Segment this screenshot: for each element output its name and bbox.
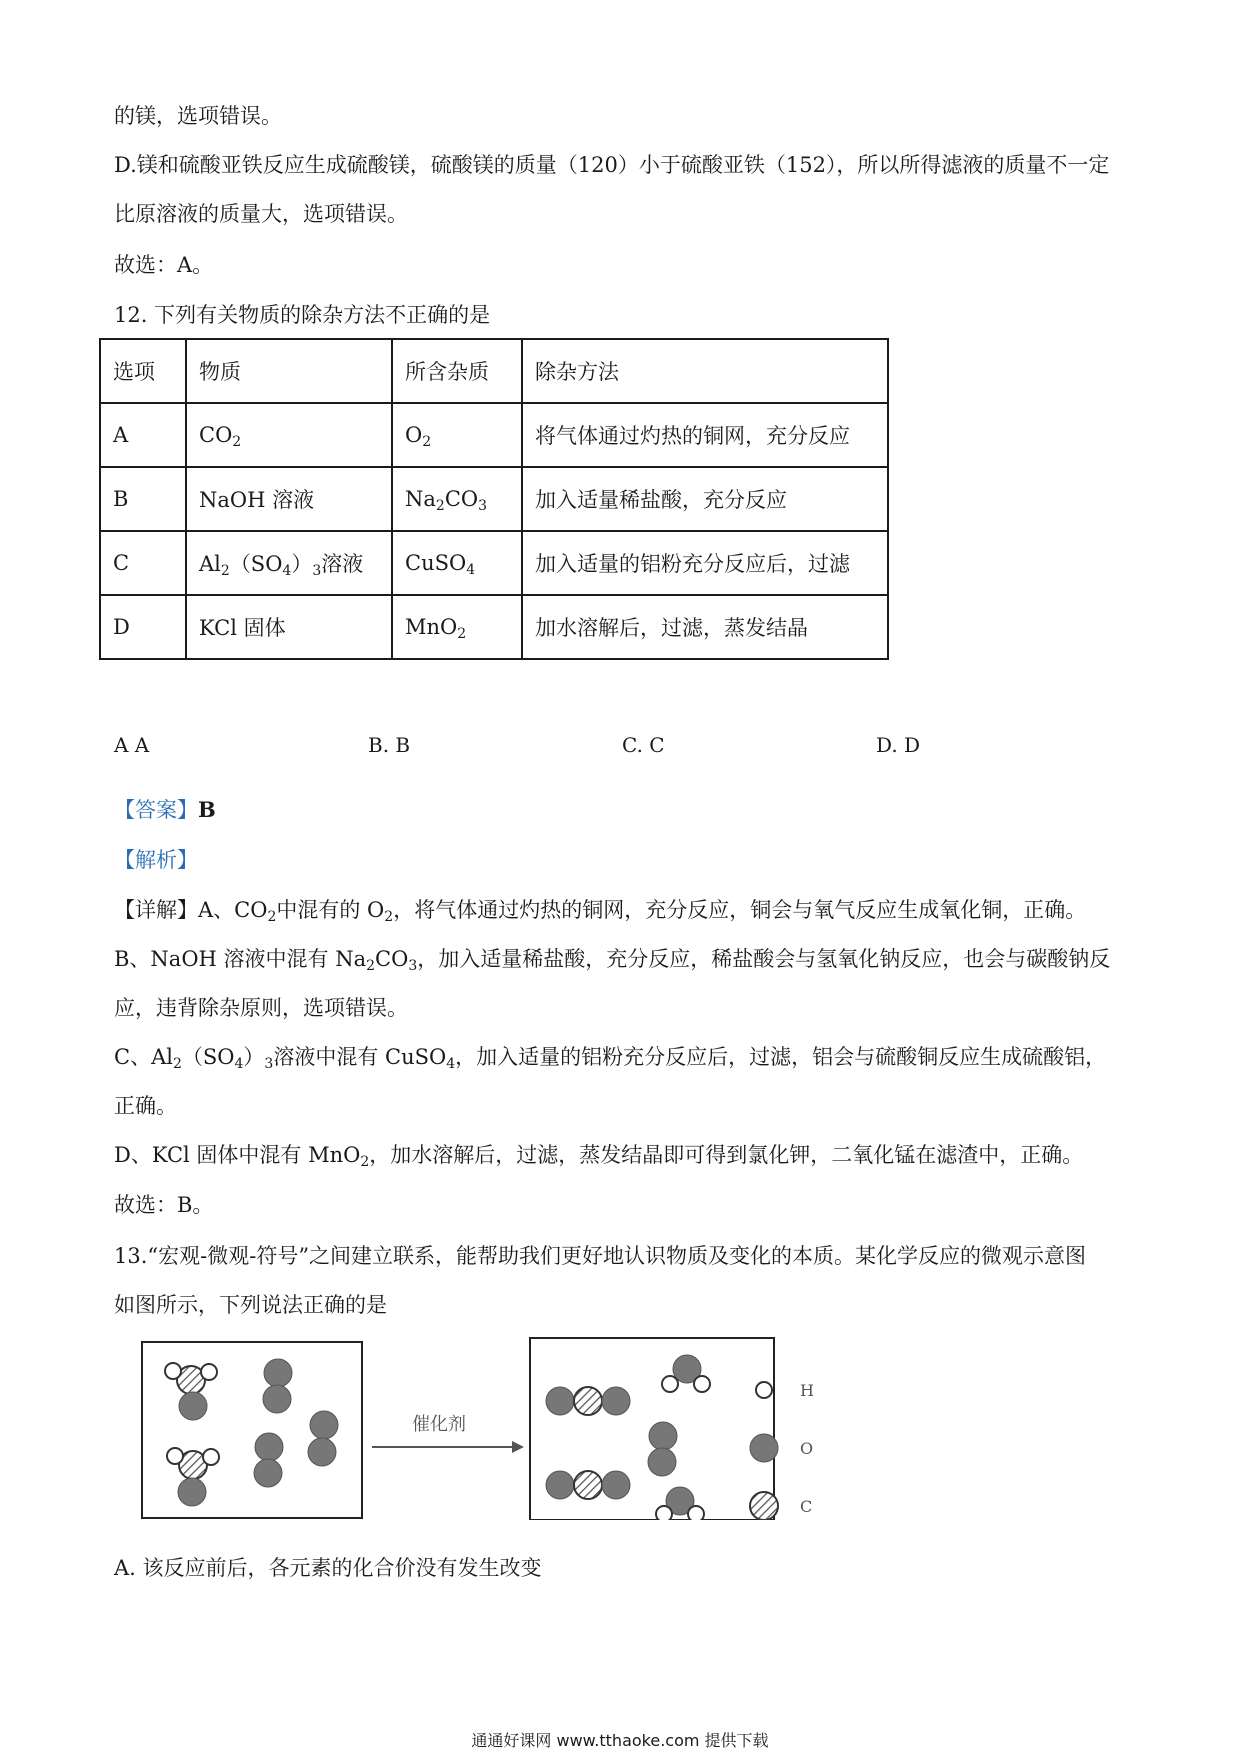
answer-label: 【答案】 — [114, 798, 198, 822]
hydrogen-atom — [656, 1506, 672, 1520]
detail-line: D、KCl 固体中混有 MnO$_2$，加水溶解后，过滤，蒸发结晶即可得到氯化钾，二氧化锰在滤渣中，正确。 — [114, 1143, 1084, 1170]
oxygen-atom — [649, 1422, 677, 1450]
text-line: 故选：A。 — [114, 253, 214, 277]
oxygen-atom — [648, 1448, 676, 1476]
text-line: 比原溶液的质量大，选项错误。 — [114, 202, 408, 226]
table-cell: A — [100, 403, 186, 467]
table-cell: CuSO$_4$ — [392, 531, 522, 595]
table-cell: $O_2$ — [392, 403, 522, 467]
option-c[interactable]: C. C — [622, 733, 665, 757]
impurity-table — [99, 338, 889, 660]
table-header-cell: 选项 — [100, 339, 186, 403]
analysis-label: 【解析】 — [114, 848, 198, 872]
table-cell: D — [100, 595, 186, 659]
table-row — [100, 467, 888, 531]
option-d[interactable]: D. D — [876, 733, 921, 757]
question-12: 12. 下列有关物质的除杂方法不正确的是 — [114, 303, 491, 327]
hydrogen-atom — [662, 1376, 678, 1392]
reaction-diagram — [140, 1330, 860, 1520]
table-row — [100, 403, 888, 467]
oxygen-atom — [255, 1433, 283, 1461]
detail-line: 应，违背除杂原则，选项错误。 — [114, 996, 408, 1020]
question-13: 13.“宏观-微观-符号”之间建立联系，能帮助我们更好地认识物质及变化的本质。某化学反应的微观示意图 — [114, 1244, 1087, 1268]
oxygen-atom — [310, 1411, 338, 1439]
legend-o-label: O — [800, 1439, 814, 1458]
detail-line: C、$Al_2(SO_4)_3$溶液中混有 CuSO$_4$，加入适量的铝粉充分反应后，过滤，铝会与硫酸铜反应生成硫酸铝， — [114, 1045, 1107, 1072]
text-line: D.镁和硫酸亚铁反应生成硫酸镁，硫酸镁的质量（120）小于硫酸亚铁（152），所以所得滤液的质量不一定 — [114, 153, 1110, 177]
hydrogen-atom — [694, 1376, 710, 1392]
text-line: 的镁，选项错误。 — [114, 104, 282, 128]
option-a[interactable]: A A — [114, 733, 150, 757]
legend-hydrogen — [756, 1382, 772, 1398]
oxygen-atom — [178, 1478, 206, 1506]
table-cell: $Al_2(SO_4)_3$溶液 — [186, 531, 392, 595]
catalyst-label: 催化剂 — [412, 1414, 466, 1435]
footer: 通通好课网 www.tthaoke.com 提供下载 — [471, 1731, 769, 1750]
oxygen-atom — [254, 1459, 282, 1487]
detail-line: 故选：B。 — [114, 1193, 214, 1217]
legend-oxygen — [750, 1434, 778, 1462]
detail-line: B、NaOH 溶液中混有 $Na_2CO_3$，加入适量稀盐酸，充分反应，稀盐酸会与氢氧化钠反应，也会与碳酸钠反 — [114, 947, 1111, 974]
carbon-atom — [574, 1471, 602, 1499]
table-row — [100, 531, 888, 595]
table-row — [100, 595, 888, 659]
table-cell: B — [100, 467, 186, 531]
oxygen-atom — [546, 1471, 574, 1499]
hydrogen-atom — [688, 1506, 704, 1520]
detail-line: 正确。 — [114, 1094, 177, 1118]
detail-line: 【详解】A、$CO_2$中混有的 $O_2$，将气体通过灼热的铜网，充分反应，铜会与氧气反应生成氧化铜，正确。 — [114, 898, 1087, 925]
legend-c-label: C — [800, 1497, 813, 1516]
table-cell: $CO_2$ — [186, 403, 392, 467]
table-cell: 将气体通过灼热的铜网，充分反应 — [522, 403, 888, 467]
answer-line — [114, 795, 216, 825]
hydrogen-atom — [165, 1363, 181, 1379]
carbon-atom — [574, 1387, 602, 1415]
molecule — [546, 1387, 630, 1415]
table-header-row — [100, 339, 888, 403]
legend-h-label: H — [800, 1381, 814, 1400]
table-cell: $Na_2CO_3$ — [392, 467, 522, 531]
option-b[interactable]: B. B — [368, 733, 411, 757]
table-header-cell: 所含杂质 — [392, 339, 522, 403]
question-13-line2: 如图所示，下列说法正确的是 — [114, 1293, 387, 1317]
oxygen-atom — [264, 1359, 292, 1387]
table-cell: 加入适量稀盐酸，充分反应 — [522, 467, 888, 531]
table-cell: C — [100, 531, 186, 595]
table-cell: 加水溶解后，过滤，蒸发结晶 — [522, 595, 888, 659]
table-cell: 加入适量的铝粉充分反应后，过滤 — [522, 531, 888, 595]
hydrogen-atom — [201, 1364, 217, 1380]
hydrogen-atom — [203, 1449, 219, 1465]
oxygen-atom — [263, 1385, 291, 1413]
option-13-a[interactable]: A. 该反应前后，各元素的化合价没有发生改变 — [114, 1556, 542, 1580]
table-cell: NaOH 溶液 — [186, 467, 392, 531]
answer-value: B — [198, 797, 216, 822]
table-header-cell: 除杂方法 — [522, 339, 888, 403]
oxygen-atom — [602, 1387, 630, 1415]
arrow-head — [512, 1441, 524, 1453]
table-cell: MnO$_2$ — [392, 595, 522, 659]
table-cell: KCl 固体 — [186, 595, 392, 659]
oxygen-atom — [179, 1392, 207, 1420]
legend-carbon — [750, 1492, 778, 1520]
table-header-cell: 物质 — [186, 339, 392, 403]
oxygen-atom — [308, 1438, 336, 1466]
hydrogen-atom — [167, 1448, 183, 1464]
oxygen-atom — [602, 1471, 630, 1499]
molecule — [546, 1471, 630, 1499]
oxygen-atom — [546, 1387, 574, 1415]
